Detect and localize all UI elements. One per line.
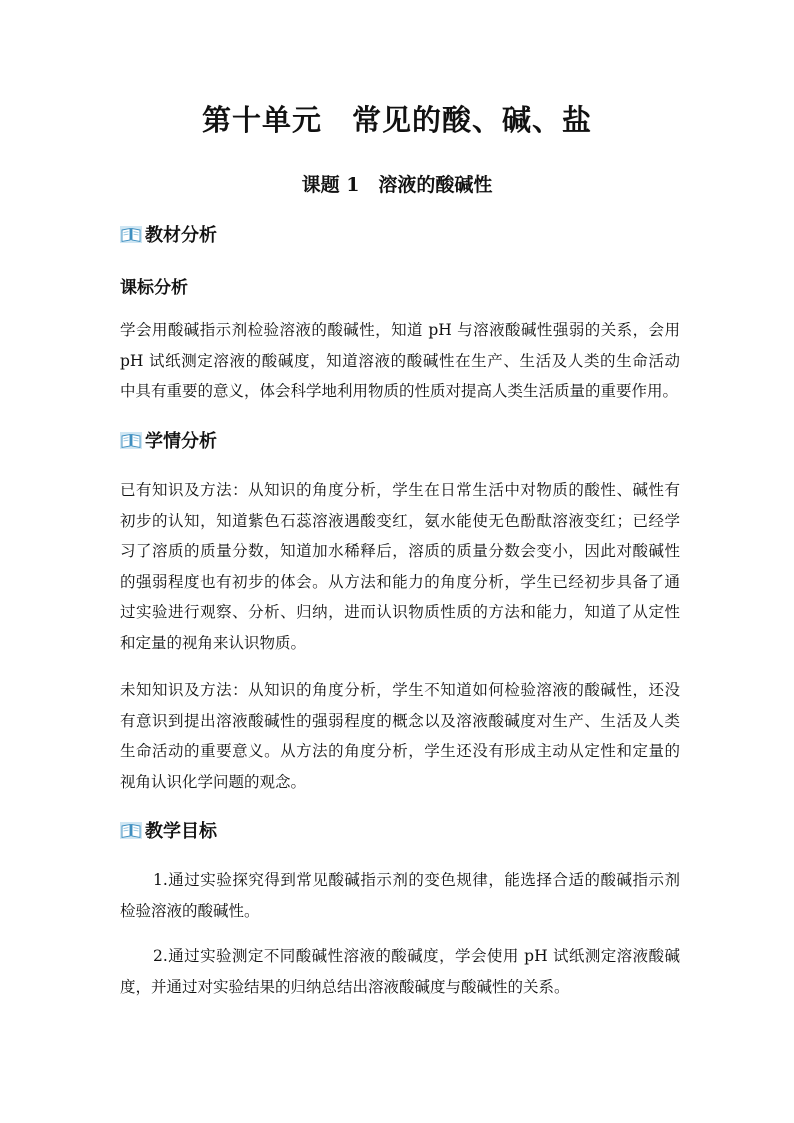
text-line: 1.通过实验探究得到常见酸碱指示剂的变色规律，能选择合适的酸碱指示剂 bbox=[153, 871, 680, 889]
paragraph-unknown-knowledge bbox=[120, 675, 680, 797]
text-line: 中具有重要的意义，体会科学地利用物质的性质对提高人类生活质量的重要作用。 bbox=[120, 382, 679, 400]
text-line: 初步的认知，知道紫色石蕊溶液遇酸变红，氨水能使无色酚酞溶液变红；已经学 bbox=[120, 511, 680, 530]
page-title: 第十单元 常见的酸、碱、盐 bbox=[201, 103, 592, 137]
text-line: 检验溶液的酸碱性。 bbox=[120, 901, 260, 920]
section-title-material-analysis: 教材分析 bbox=[145, 225, 217, 246]
book-icon bbox=[120, 432, 142, 449]
text-line: 已有知识及方法：从知识的角度分析，学生在日常生活中对物质的酸性、碱性有 bbox=[120, 481, 680, 499]
text-line: 度，并通过对实验结果的归纳总结出溶液酸碱度与酸碱性的关系。 bbox=[120, 977, 570, 996]
section-title-teaching-goals: 教学目标 bbox=[145, 821, 217, 842]
section-header-material-analysis bbox=[120, 223, 217, 245]
text-line: pH 试纸测定溶液的酸碱度，知道溶液的酸碱性在生产、生活及人类的生命活动 bbox=[120, 351, 680, 370]
text-line: 2.通过实验测定不同酸碱性溶液的酸碱度，学会使用 pH 试纸测定溶液酸碱 bbox=[153, 947, 680, 965]
section-title-learner-analysis: 学情分析 bbox=[145, 431, 217, 452]
section-header-learner-analysis bbox=[120, 429, 217, 451]
text-line: 生命活动的重要意义。从方法的角度分析，学生还没有形成主动从定性和定量的 bbox=[120, 742, 680, 760]
lesson-subtitle: 课题 1 溶液的酸碱性 bbox=[301, 174, 493, 196]
text-line: 和定量的视角来认识物质。 bbox=[120, 633, 307, 652]
text-line: 有意识到提出溶液酸碱性的强弱程度的概念以及溶液酸碱度对生产、生活及人类 bbox=[120, 711, 680, 730]
paragraph-curriculum-analysis bbox=[120, 315, 680, 407]
paragraph-goal-1 bbox=[120, 865, 680, 926]
text-line: 未知知识及方法：从知识的角度分析，学生不知道如何检验溶液的酸碱性，还没 bbox=[120, 681, 680, 699]
section-header-teaching-goals bbox=[120, 819, 217, 841]
text-line: 视角认识化学问题的观念。 bbox=[120, 772, 307, 791]
subheading-curriculum-analysis: 课标分析 bbox=[120, 278, 188, 298]
text-line: 学会用酸碱指示剂检验溶液的酸碱性，知道 pH 与溶液酸碱性强弱的关系，会用 bbox=[120, 321, 680, 339]
book-icon bbox=[120, 822, 142, 839]
text-line: 过实验进行观察、分析、归纳，进而认识物质性质的方法和能力，知道了从定性 bbox=[120, 603, 680, 621]
paragraph-prior-knowledge bbox=[120, 475, 680, 658]
text-line: 习了溶质的质量分数，知道加水稀释后，溶质的质量分数会变小，因此对酸碱性 bbox=[120, 542, 680, 560]
paragraph-goal-2 bbox=[120, 941, 680, 1002]
text-line: 的强弱程度也有初步的体会。从方法和能力的角度分析，学生已经初步具备了通 bbox=[120, 572, 680, 591]
book-icon bbox=[120, 226, 142, 243]
